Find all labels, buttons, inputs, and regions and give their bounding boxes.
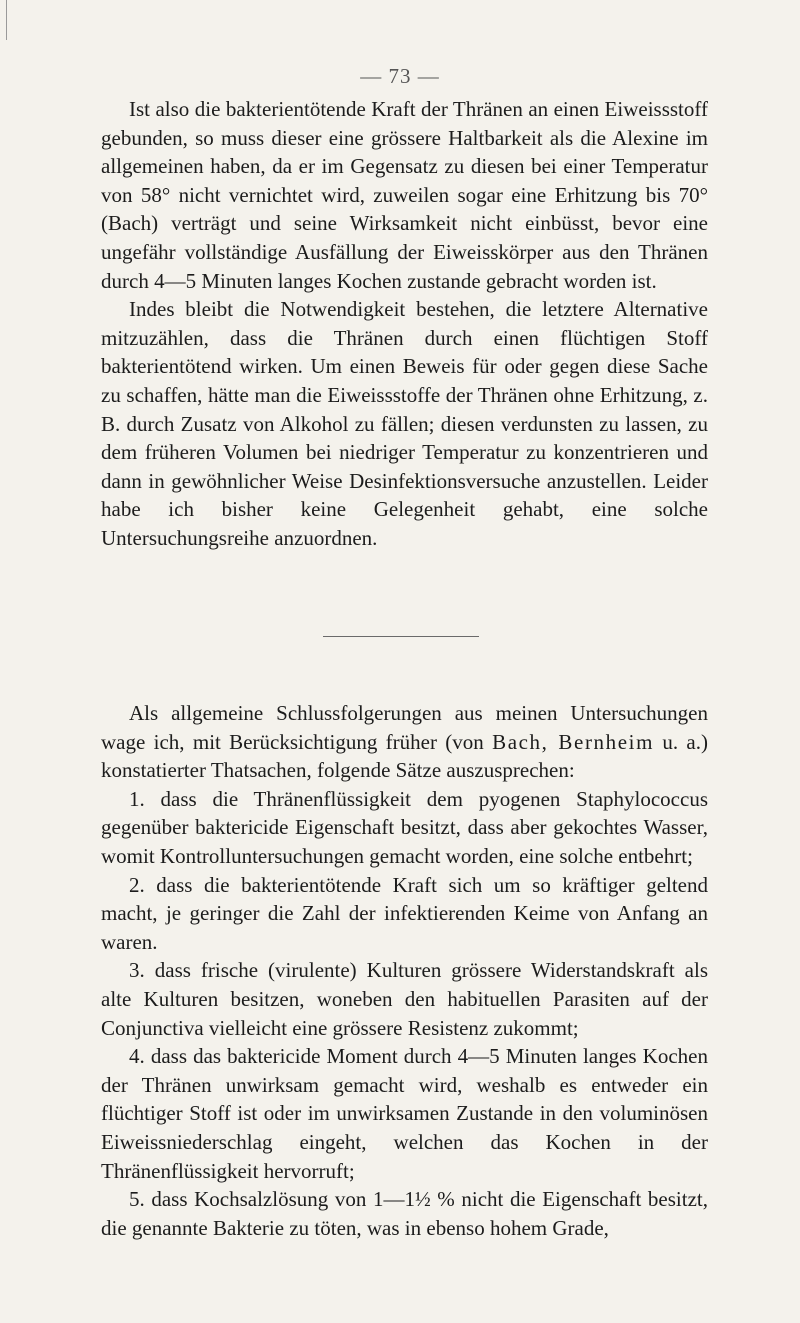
conclusion-item-4: 4. dass das baktericide Moment durch 4—5 Minuten langes Kochen der Thränen unwirksam gemacht wird, weshalb es entweder ein flüchtiger Stoff ist oder im unwirksamen Zustande in den voluminösen Eiweissniederschlag eingeht, welchen das Kochen in der Thränenflüssigkeit hervorruft;	[101, 1044, 708, 1183]
body-text-section-1	[101, 95, 708, 553]
paragraph-2: Indes bleibt die Notwendigkeit bestehen, die letztere Alternative mitzuzählen, dass die Thränen durch einen flüchtigen Stoff bakterientötend wirken. Um einen Beweis für oder gegen diese Sache zu schaffen, hätte man die Eiweissstoffe der Thränen ohne Erhitzung, z. B. durch Zusatz von Alkohol zu fällen; diesen verdunsten zu lassen, zu dem früheren Volumen bei niedriger Temperatur zu konzentrieren und dann in gewöhnlicher Weise Desinfektionsversuche anzustellen. Leider habe ich bisher keine Gelegenheit gehabt, eine solche Untersuchungsreihe anzuordnen.	[101, 297, 708, 550]
intro-text-start: Als allgemeine Schlussfolgerungen aus meinen Untersuchungen wage ich, mit Berücksichtigung früher (von	[101, 701, 708, 754]
cited-authors: Bach, Bernheim	[492, 729, 655, 754]
conclusion-item-3: 3. dass frische (virulente) Kulturen grössere Widerstandskraft als alte Kulturen besitzen, woneben den habituellen Parasiten auf der Conjunctiva vielleicht eine grössere Resistenz zukommt;	[101, 958, 708, 1040]
page-number: — 73 —	[360, 64, 440, 88]
page-edge-line	[6, 0, 7, 40]
paragraph-1: Ist also die bakterientötende Kraft der Thränen an einen Eiweissstoff gebunden, so muss dieser eine grössere Haltbarkeit als die Alexine im allgemeinen haben, da er im Gegensatz zu diesen bei einer Temperatur von 58° nicht vernichtet wird, zuweilen sogar eine Erhitzung bis 70° (Bach) verträgt und seine Wirksamkeit nicht einbüsst, bevor eine ungefähr vollständige Ausfällung der Eiweisskörper aus den Thränen durch 4—5 Minuten langes Kochen zustande gebracht worden ist.	[101, 97, 708, 293]
conclusion-item-1: 1. dass die Thränenflüssigkeit dem pyogenen Staphylococcus gegenüber baktericide Eigenschaft besitzt, dass aber gekochtes Wasser, womit Kontrolluntersuchungen gemacht worden, eine solche entbehrt;	[101, 786, 708, 868]
intro-text-end: u. a.) konstatierter Thatsachen, folgende Sätze auszusprechen:	[101, 729, 708, 783]
conclusion-item-2: 2. dass die bakterientötende Kraft sich um so kräftiger geltend macht, je geringer die Zahl der infektierenden Keime von Anfang an waren.	[101, 872, 708, 954]
section-divider	[323, 636, 479, 637]
conclusions-intro	[101, 699, 708, 785]
conclusion-item-5: 5. dass Kochsalzlösung von 1—1½ % nicht die Eigenschaft besitzt, die genannte Bakterie zu töten, was in ebenso hohem Grade,	[101, 1187, 708, 1240]
body-text-section-2	[101, 699, 708, 1242]
